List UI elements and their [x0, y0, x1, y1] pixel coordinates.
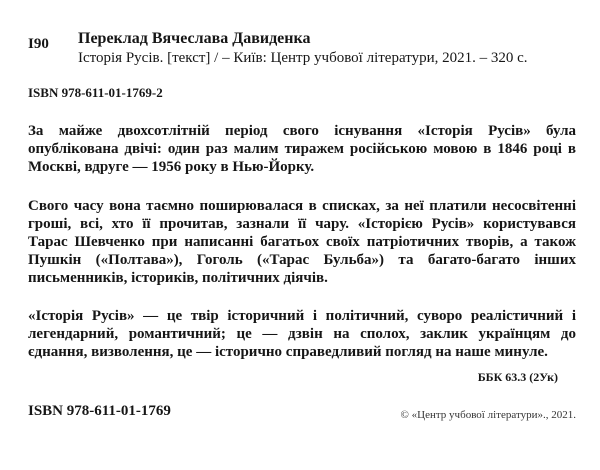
paragraph-line: єднання, визволення, це — історично справедливий погляд на наше минуле. [28, 344, 548, 360]
annotation-paragraph-1 [28, 122, 576, 176]
isbn-bottom: ISBN 978-611-01-1769 [28, 403, 171, 419]
translator-line: Переклад Вячеслава Давиденка [78, 30, 311, 47]
paragraph-line: письменників, істориків, політичних діячів. [28, 270, 328, 286]
catalog-code: І90 [28, 36, 49, 52]
annotation-paragraph-3 [28, 307, 576, 361]
copyright-notice: © «Центр учбової літератури»., 2021. [400, 409, 576, 421]
isbn-top: ISBN 978-611-01-1769-2 [28, 85, 163, 100]
paragraph-line: За майже двохсотлітній період свого існування «Історія Русів» була [28, 123, 576, 139]
paragraph-line: Пушкін («Полтава»), Гоголь («Тарас Бульба») та багато-багато інших [28, 252, 576, 268]
paragraph-line: легендарний, романтичний; це — дзвін на сполох, заклик українцям до [28, 326, 576, 342]
paragraph-line: Москві, вдруге — 1956 року в Нью-Йорку. [28, 159, 315, 175]
paragraph-line: Свого часу вона таємно поширювалася в списках, за неї платили несосвітенні [28, 198, 576, 214]
paragraph-line: Тарас Шевченко при написанні багатьох своїх патріотичних творів, а також [28, 234, 576, 250]
bbk-code: ББК 63.3 (2Ук) [477, 370, 558, 384]
paragraph-line: опублікована двічі: один раз малим тиражем російською мовою в 1846 році в [28, 141, 576, 157]
bibliographic-line: Історія Русів. [текст] / – Київ: Центр учбової літератури, 2021. – 320 с. [78, 50, 528, 66]
paragraph-line: «Історія Русів» — це твір історичний і політичний, суворо реалістичний і [28, 308, 576, 324]
paragraph-line: гроші, всі, хто її прочитав, зазнали її чару. «Історією Русів» користувався [28, 216, 576, 232]
annotation-paragraph-2 [28, 197, 576, 287]
